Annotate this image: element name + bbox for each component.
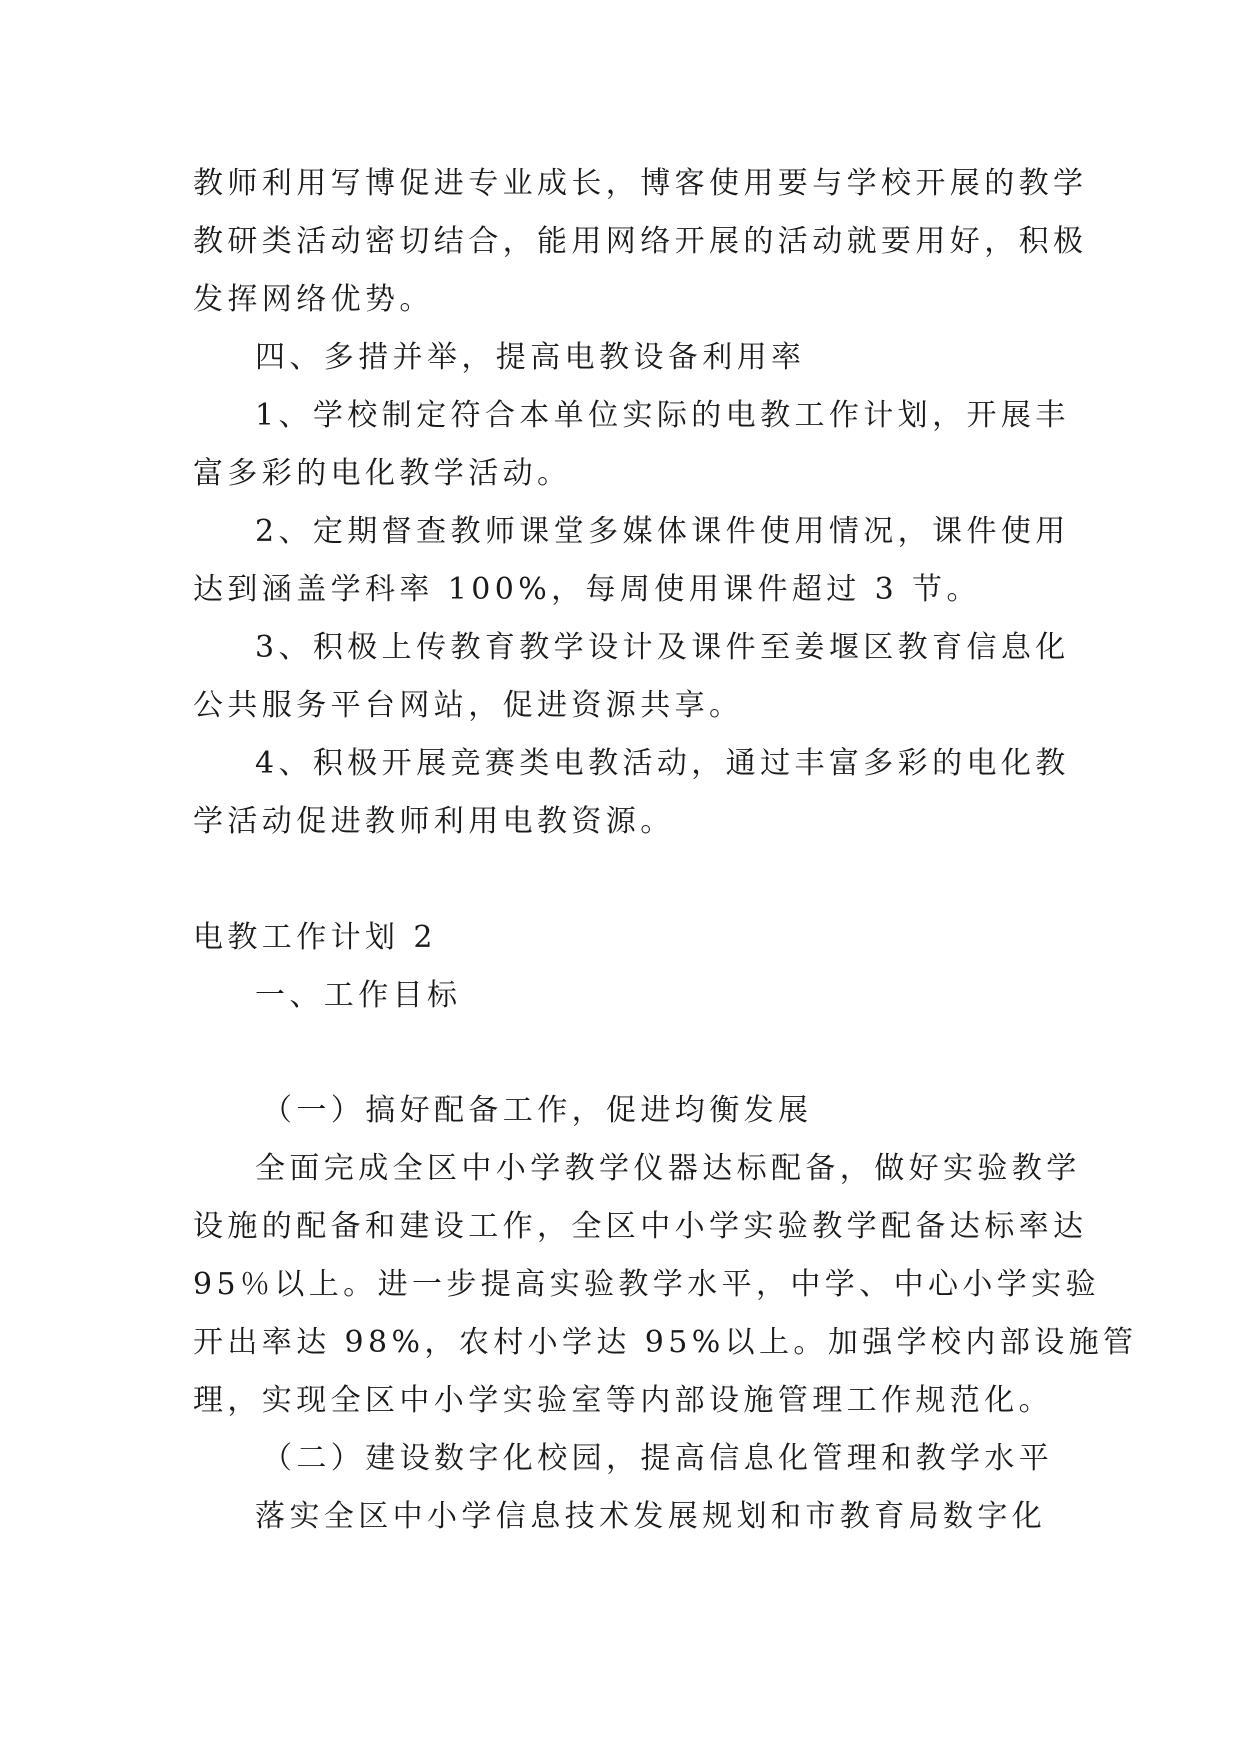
subsection-heading: （二）建设数字化校园，提高信息化管理和教学水平	[262, 1441, 1054, 1476]
section-heading: 四、多措并举，提高电教设备利用率	[255, 340, 806, 375]
document-title: 电教工作计划 2	[193, 920, 437, 955]
body-text-line: 达到涵盖学科率 100%，每周使用课件超过 3 节。	[193, 572, 981, 607]
body-text-line: 落实全区中小学信息技术发展规划和市教育局数字化	[255, 1499, 1047, 1534]
list-item-text: 2、定期督查教师课堂多媒体课件使用情况，课件使用	[255, 514, 1070, 549]
body-text-line: 理，实现全区中小学实验室等内部设施管理工作规范化。	[193, 1383, 1053, 1418]
body-text-line: 全面完成全区中小学教学仪器达标配备，做好实验教学	[255, 1151, 1081, 1186]
body-text-line: 发挥网络优势。	[193, 282, 434, 317]
section-heading: 一、工作目标	[255, 978, 462, 1013]
body-text-line: 开出率达 98%，农村小学达 95%以上。加强学校内部设施管	[193, 1325, 1138, 1360]
body-text-line: 设施的配备和建设工作，全区中小学实验教学配备达标率达	[193, 1209, 1088, 1244]
body-text-line: 95％以上。进一步提高实验教学水平，中学、中心小学实验	[193, 1267, 1100, 1302]
body-text-line: 教研类活动密切结合，能用网络开展的活动就要用好，积极	[193, 224, 1088, 259]
list-item-text: 3、积极上传教育教学设计及课件至姜堰区教育信息化	[255, 630, 1070, 665]
body-text-line: 公共服务平台网站，促进资源共享。	[193, 688, 744, 723]
body-text-line: 教师利用写博促进专业成长，博客使用要与学校开展的教学	[193, 166, 1088, 201]
subsection-heading: （一）搞好配备工作，促进均衡发展	[262, 1093, 813, 1128]
list-item-text: 1、学校制定符合本单位实际的电教工作计划，开展丰	[255, 398, 1070, 433]
list-item-text: 4、积极开展竞赛类电教活动，通过丰富多彩的电化教	[255, 746, 1070, 781]
body-text-line: 富多彩的电化教学活动。	[193, 456, 572, 491]
body-text-line: 学活动促进教师利用电教资源。	[193, 804, 675, 839]
